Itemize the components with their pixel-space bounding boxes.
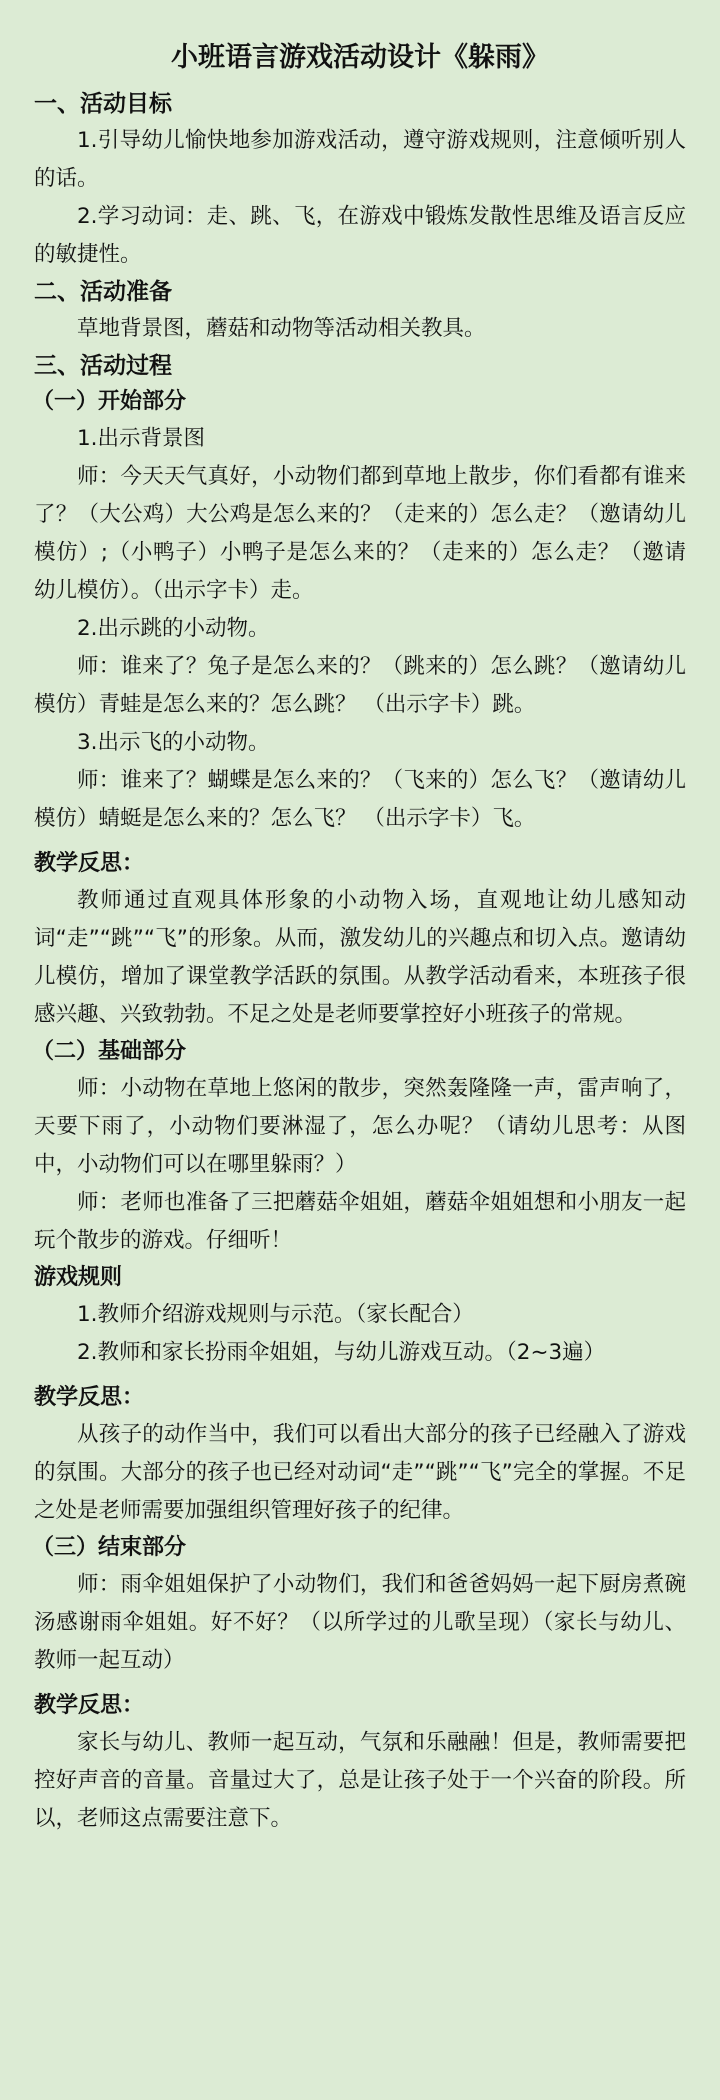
paragraph: 2.学习动词：走、跳、飞，在游戏中锻炼发散性思维及语言反应的敏捷性。 — [34, 204, 686, 267]
paragraph: 1.引导幼儿愉快地参加游戏活动，遵守游戏规则，注意倾听别人的话。 — [34, 128, 686, 191]
paragraph: 师：谁来了？兔子是怎么来的？（跳来的）怎么跳？（邀请幼儿模仿）青蛙是怎么来的？怎么跳？ （出示字卡）跳。 — [34, 654, 686, 717]
reflection-heading: 教学反思： — [34, 1693, 145, 1718]
rule-item: 1.教师介绍游戏规则与示范。（家长配合） — [77, 1302, 474, 1327]
paragraph: 2.出示跳的小动物。 — [77, 616, 270, 641]
subsection-heading-start: （一）开始部分 — [32, 389, 187, 414]
paragraph: 师：雨伞姐姐保护了小动物们，我们和爸爸妈妈一起下厨房煮碗汤感谢雨伞姐姐。好不好？（以所学过的儿歌呈现）（家长与幼儿、教师一起互动） — [34, 1572, 686, 1673]
reflection-heading: 教学反思： — [34, 851, 145, 876]
reflection-paragraph: 家长与幼儿、教师一起互动，气氛和乐融融！但是，教师需要把控好声音的音量。音量过大了，总是让孩子处于一个兴奋的阶段。所以，老师这点需要注意下。 — [34, 1730, 686, 1831]
section-heading-goals: 一、活动目标 — [34, 91, 172, 117]
paragraph: 师：小动物在草地上悠闲的散步，突然轰隆隆一声，雷声响了，天要下雨了，小动物们要淋湿了，怎么办呢？（请幼儿思考：从图中，小动物们可以在哪里躲雨？） — [34, 1076, 686, 1177]
paragraph: 1.出示背景图 — [77, 426, 206, 451]
subsection-heading-end: （三）结束部分 — [32, 1535, 187, 1560]
rule-item: 2.教师和家长扮雨伞姐姐，与幼儿游戏互动。（2~3遍） — [77, 1340, 606, 1365]
paragraph: 师：谁来了？蝴蝶是怎么来的？（飞来的）怎么飞？（邀请幼儿模仿）蜻蜓是怎么来的？怎么飞？ （出示字卡）飞。 — [34, 768, 686, 831]
reflection-paragraph: 教师通过直观具体形象的小动物入场，直观地让幼儿感知动词“走”“跳”“飞”的形象。从而，激发幼儿的兴趣点和切入点。邀请幼儿模仿，增加了课堂教学活跃的氛围。从教学活动看来，本班孩子很感兴趣、兴致勃勃。不足之处是老师要掌控好小班孩子的常规。 — [34, 888, 686, 1027]
paragraph: 草地背景图，蘑菇和动物等活动相关教具。 — [77, 316, 486, 341]
page-title: 小班语言游戏活动设计《躲雨》 — [171, 42, 549, 73]
reflection-heading: 教学反思： — [34, 1385, 145, 1410]
game-rules-heading: 游戏规则 — [34, 1265, 123, 1290]
paragraph: 师：今天天气真好，小动物们都到草地上散步，你们看都有谁来了？（大公鸡）大公鸡是怎么来的？（走来的）怎么走？（邀请幼儿模仿）;（小鸭子）小鸭子是怎么来的？（走来的）怎么走？（邀请幼儿模仿）。（出示字卡）走。 — [34, 464, 686, 603]
section-heading-process: 三、活动过程 — [34, 353, 172, 379]
reflection-paragraph: 从孩子的动作当中，我们可以看出大部分的孩子已经融入了游戏的氛围。大部分的孩子也已经对动词“走”“跳”“飞”完全的掌握。不足之处是老师需要加强组织管理好孩子的纪律。 — [34, 1422, 686, 1523]
paragraph: 师：老师也准备了三把蘑菇伞姐姐，蘑菇伞姐姐想和小朋友一起玩个散步的游戏。仔细听！ — [34, 1190, 686, 1253]
section-heading-preparation: 二、活动准备 — [34, 279, 172, 305]
subsection-heading-basic: （二）基础部分 — [32, 1039, 187, 1064]
paragraph: 3.出示飞的小动物。 — [77, 730, 270, 755]
